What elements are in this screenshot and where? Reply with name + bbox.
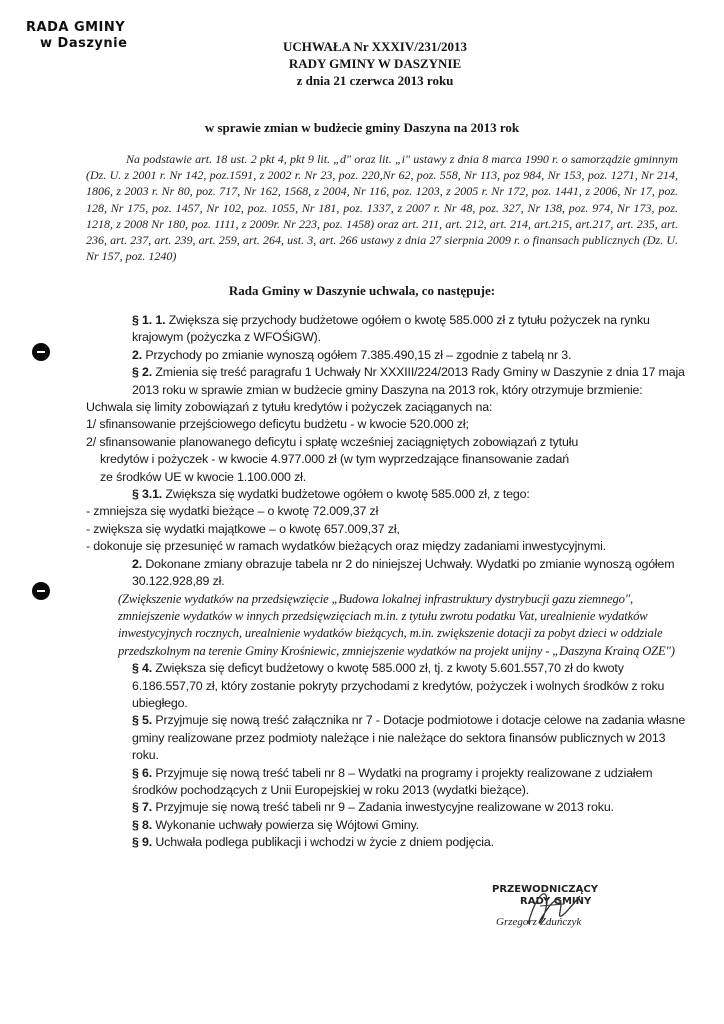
paragraph-3-item-b: - zwiększa się wydatki majątkowe – o kwotę 657.009,37 zł, bbox=[86, 521, 400, 536]
paragraph-3-item-c: - dokonuje się przesunięć w ramach wydatków bieżących oraz między zadaniami inwestycyjnymi. bbox=[86, 539, 607, 554]
paragraph-text: Zwiększa się deficyt budżetowy o kwotę 585.000 zł, tj. z kwoty 5.601.557,70 zł do kwoty 6.186.557,70 zł, który zostanie pokryty przychodami z kredytów, pożyczek i wolnych środków z roku ubiegłego. bbox=[132, 661, 665, 710]
document-header bbox=[230, 38, 520, 89]
section-number: § 9. bbox=[132, 835, 153, 850]
paragraph-2-item-2c: ze środków UE w kwocie 1.100.000 zł. bbox=[100, 469, 307, 484]
paragraph-text: Przyjmuje się nową treść załącznika nr 7 - Dotacje podmiotowe i dotacje celowe na zadania własne gminy realizowane przez podmioty należące i nie należące do sektora finansów publicznych w 2013 roku. bbox=[132, 713, 686, 763]
paragraph-2-item-1: 1/ sfinansowanie przejściowego deficytu budżetu - w kwocie 520.000 zł; bbox=[86, 417, 469, 432]
paragraph-text: Dokonane zmiany obrazuje tabela nr 2 do niniejszej Uchwały. Wydatki po zmianie wynoszą ogółem 30.122.928,89 zł. bbox=[132, 556, 675, 589]
paragraph-text: Uchwała podlega publikacji i wchodzi w życie z dniem podjęcia. bbox=[155, 835, 494, 850]
stamp-line-1: RADA GMINY bbox=[26, 20, 126, 35]
paragraph-1-2 bbox=[86, 347, 686, 364]
handwritten-signature-icon bbox=[520, 878, 590, 938]
paragraph-6 bbox=[86, 765, 686, 800]
resolves-heading: Rada Gminy w Daszynie uchwala, co następuje: bbox=[228, 283, 496, 298]
council-name: RADY GMINY W DASZYNIE bbox=[288, 56, 462, 71]
paragraph-3-note: (Zwiększenie wydatków na przedsięwzięcie „Budowa lokalnej infrastruktury dystrybucji gazu ziemnego", zmniejszenie wydatków w innych przedsięwzięciach m.in. z tytułu zwrotu podatku Vat, urealnienie wydatków inwestycyjnych rocznych, urealnienie wydatków bieżących, m.in. zwiększenie dotacji za pobyt dzieci w oddziale przedszkolnym na terenie Gminy Krośniewic, zmniejszenie wydatków na projekt unijny - „Daszyna Krainą OZE") bbox=[118, 591, 675, 658]
paragraph-text: Przyjmuje się nową treść tabeli nr 8 – Wydatki na programy i projekty realizowane z udziałem środków pochodzących z Unii Europejskiej w roku 2013 (wydatki bieżące). bbox=[132, 765, 653, 797]
paragraph-text: Zwiększa się wydatki budżetowe ogółem o kwotę 585.000 zł, z tego: bbox=[165, 487, 530, 502]
paragraph-2 bbox=[86, 364, 686, 399]
punch-hole-bottom bbox=[32, 582, 50, 600]
section-number: § 8. bbox=[132, 817, 153, 832]
chairman-name: Grzegorz Zduńczyk bbox=[496, 916, 582, 928]
section-number: § 4. bbox=[132, 661, 153, 676]
paragraph-3-item-a: - zmniejsza się wydatki bieżące – o kwotę 72.009,37 zł bbox=[86, 504, 379, 519]
paragraph-3-2 bbox=[86, 556, 686, 591]
section-number: § 1. 1. bbox=[132, 313, 166, 327]
paragraph-2-item-2a: 2/ sfinansowanie planowanego deficytu i spłatę wcześniej zaciągniętych zobowiązań z tytułu bbox=[86, 434, 579, 449]
paragraph-text: Przyjmuje się nową treść tabeli nr 9 – Zadania inwestycyjne realizowane w 2013 roku. bbox=[155, 800, 614, 815]
paragraph-5 bbox=[86, 712, 686, 764]
section-number: § 2. bbox=[132, 365, 153, 380]
resolution-date: z dnia 21 czerwca 2013 roku bbox=[296, 73, 454, 88]
resolution-subject: w sprawie zmian w budżecie gminy Daszyna na 2013 rok bbox=[204, 120, 520, 135]
stamp-line-2: w Daszynie bbox=[40, 36, 128, 51]
section-number: 2. bbox=[132, 347, 143, 362]
resolution-number: UCHWAŁA Nr XXXIV/231/2013 bbox=[283, 39, 467, 54]
legal-basis bbox=[86, 151, 678, 264]
paragraph-text: Wykonanie uchwały powierza się Wójtowi Gminy. bbox=[155, 817, 419, 832]
section-number: § 6. bbox=[132, 765, 153, 780]
section-number: 2. bbox=[132, 556, 143, 571]
resolution-body bbox=[86, 312, 686, 852]
paragraph-text: Zwiększa się przychody budżetowe ogółem o kwotę 585.000 zł z tytułu pożyczek na rynku krajowym (pożyczka z WFOŚiGW). bbox=[132, 313, 650, 345]
paragraph-4 bbox=[86, 660, 686, 712]
paragraph-2-item-2b: kredytów i pożyczek - w kwocie 4.977.000 zł (w tym wyprzedzające finansowanie zadań bbox=[100, 452, 569, 467]
paragraph-8 bbox=[86, 817, 686, 834]
legal-basis-text: Na podstawie art. 18 ust. 2 pkt 4, pkt 9 lit. „d" oraz lit. „i" ustawy z dnia 8 marca 1990 r. o samorządzie gminnym (Dz. U. z 2001 r. Nr 142, poz.1591, z 2002 r. Nr 23, poz. 220,Nr 62, poz. 558, Nr 113, poz 984, Nr 153, poz. 1271, Nr 214, 1806, z 2003 r. Nr 80, poz. 717, Nr 162, 1568, z 2004, Nr 116, poz. 1203, z 2005 r. Nr 172, poz. 1441, z 2006, Nr 17, poz. 128, Nr 175, poz. 1457, Nr 102, poz. 1055, Nr 181, poz. 1337, z 2007 r. Nr 48, poz. 327, Nr 138, poz. 974, Nr 173, poz. 1218, z 2008 Nr 180, poz. 1111, z 2009r. Nr 223, poz. 1458) oraz art. 211, art. 212, art. 214, art.215, art.217, art. 235, art. 236, art. 237, art. 239, art. 259, art. 264, ust. 3, art. 266 ustawy z dnia 27 sierpnia 2009 r. o finansach publicznych (Dz. U. Nr 157, poz. 1240) bbox=[86, 152, 678, 264]
paragraph-3-1 bbox=[86, 486, 686, 503]
paragraph-7 bbox=[86, 799, 686, 816]
council-stamp bbox=[26, 20, 176, 52]
section-number: § 5. bbox=[132, 713, 153, 728]
paragraph-text: Przychody po zmianie wynoszą ogółem 7.385.490,15 zł – zgodnie z tabelą nr 3. bbox=[145, 347, 572, 362]
paragraph-text: Zmienia się treść paragrafu 1 Uchwały Nr XXXIII/224/2013 Rady Gminy w Daszynie z dnia 17 maja 2013 roku w sprawie zmian w budżecie gminy Daszyna na 2013 rok, który otrzymuje brzmienie: bbox=[132, 365, 685, 397]
council-title: RADY GMINY bbox=[520, 896, 592, 907]
paragraph-9 bbox=[86, 834, 686, 851]
chairman-title: PRZEWODNICZĄCY bbox=[492, 884, 598, 895]
section-number: § 7. bbox=[132, 800, 153, 815]
punch-hole-top bbox=[32, 343, 50, 361]
paragraph-1-1 bbox=[86, 312, 686, 347]
paragraph-2-limits: Uchwala się limity zobowiązań z tytułu kredytów i pożyczek zaciąganych na: bbox=[86, 400, 493, 415]
section-number: § 3.1. bbox=[132, 487, 163, 502]
